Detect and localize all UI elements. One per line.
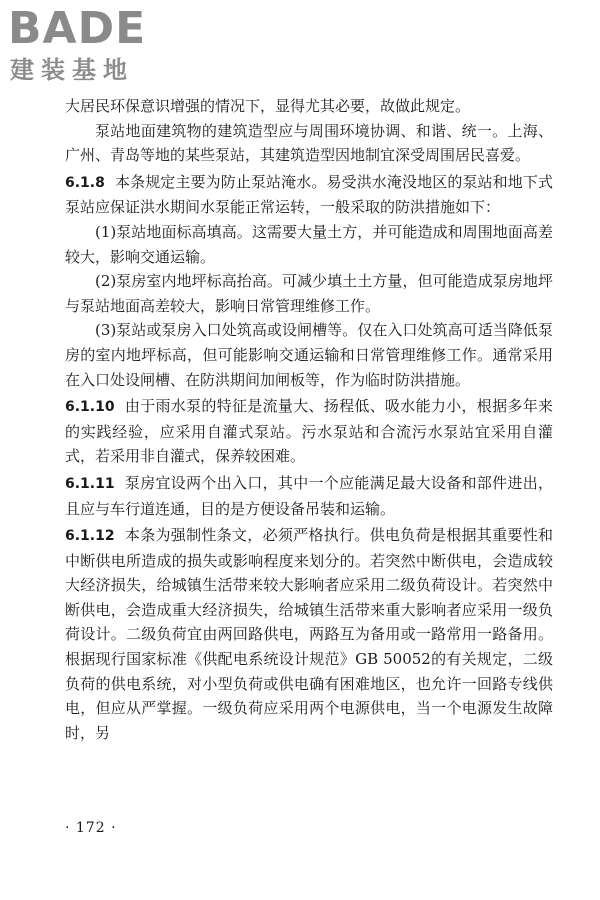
clause-number: 6.1.8: [65, 174, 105, 191]
paragraph-text: 由于雨水泵的特征是流量大、扬程低、吸水能力小，根据多年来的实践经验，应采用自灌式泵站。污水泵站和合流污水泵站宜采用自灌式，若采用非自灌式，保养较困难。: [65, 397, 553, 466]
page-body: [65, 94, 553, 745]
logo-chinese-name: 建装基地: [10, 56, 134, 84]
list-item-1: [65, 220, 553, 269]
paragraph-continuation: [65, 94, 553, 119]
clause-6-1-11: [65, 471, 553, 521]
clause-6-1-8: [65, 170, 553, 220]
page-number: · 172 ·: [65, 820, 117, 836]
paragraph-text: (2)泵房室内地坪标高抬高。可减少填土土方量，但可能造成泵房地坪与泵站地面高差较大，影响日常管理维修工作。: [65, 272, 553, 315]
logo-wordmark: BADE: [8, 3, 147, 54]
clause-number: 6.1.11: [65, 475, 115, 492]
paragraph-text: (3)泵站或泵房入口处筑高或设闸槽等。仅在入口处筑高可适当降低泵房的室内地坪标高，但可能影响交通运输和日常管理维修工作。通常采用在入口处设闸槽、在防洪期间加闸板等，作为临时防洪措施。: [65, 321, 553, 389]
paragraph-building-style: [65, 119, 553, 168]
clause-6-1-12: [65, 523, 553, 745]
list-item-2: [65, 269, 553, 318]
paragraph-text: 本条为强制性条文，必须严格执行。供电负荷是根据其重要性和中断供电所造成的损失或影响程度来划分的。若突然中断供电，会造成较大经济损失，给城镇生活带来较大影响者应采用二级负荷设计。若突然中断供电，会造成重大经济损失，给城镇生活带来重大影响者应采用一级负荷设计。二级负荷宜由两回路供电，两路互为备用或一路常用一路备用。根据现行国家标准《供配电系统设计规范》GB 50052的有关规定，二级负荷的供电系统，对小型负荷或供电确有困难地区，也允许一回路专线供电，但应从严掌握。一级负荷应采用两个电源供电，当一个电源发生故障时，另: [65, 526, 553, 742]
paragraph-text: 大居民环保意识增强的情况下，显得尤其必要，故做此规定。: [65, 97, 471, 115]
clause-6-1-10: [65, 394, 553, 469]
bade-logo: [8, 3, 178, 86]
list-item-3: [65, 318, 553, 392]
paragraph-text: 本条规定主要为防止泵站淹水。易受洪水淹没地区的泵站和地下式泵站应保证洪水期间水泵能正常运转，一般采取的防洪措施如下：: [65, 172, 553, 217]
paragraph-text: 泵房宜设两个出入口，其中一个应能满足最大设备和部件进出，且应与车行道连通，目的是方便设备吊装和运输。: [65, 473, 553, 518]
clause-number: 6.1.12: [65, 528, 115, 545]
paragraph-text: (1)泵站地面标高填高。这需要大量土方，并可能造成和周围地面高差较大，影响交通运输。: [65, 222, 553, 266]
paragraph-text: 泵站地面建筑物的建筑造型应与周围环境协调、和谐、统一。上海、广州、青岛等地的某些泵站，其建筑造型因地制宜深受周围居民喜爱。: [65, 121, 553, 165]
clause-number: 6.1.10: [65, 399, 115, 416]
